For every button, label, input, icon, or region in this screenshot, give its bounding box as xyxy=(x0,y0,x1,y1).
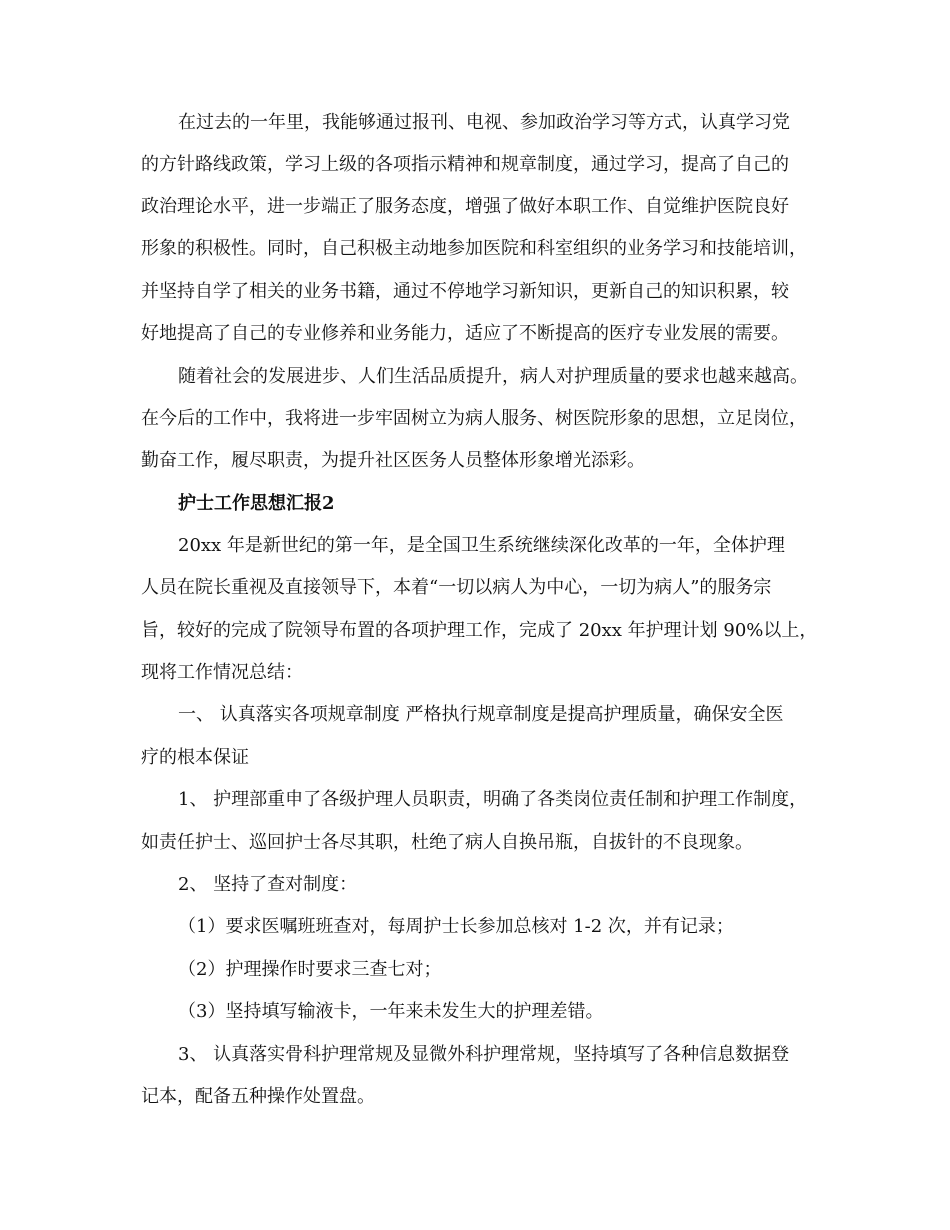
paragraph-2-line-3: 勤奋工作，履尽职责，为提升社区医务人员整体形象增光添彩。 xyxy=(141,450,645,471)
paragraph-1-line-3: 政治理论水平，进一步端正了服务态度，增强了做好本职工作、自觉维护医院良好 xyxy=(141,196,789,217)
item-1-line-1: 1、 护理部重申了各级护理人员职责，明确了各类岗位责任制和护理工作制度， xyxy=(178,789,808,810)
item-3-line-1: 3、 认真落实骨科护理常规及显微外科护理常规，坚持填写了各种信息数据登 xyxy=(178,1044,790,1065)
paragraph-1-line-2: 的方针路线政策，学习上级的各项指示精神和规章制度，通过学习，提高了自己的 xyxy=(141,154,789,175)
paragraph-1-line-4: 形象的积极性。同时，自己积极主动地参加医院和科室组织的业务学习和技能培训， xyxy=(141,238,807,259)
section-1-line-2: 疗的根本保证 xyxy=(141,747,249,768)
paragraph-3-line-1: 20xx 年是新世纪的第一年，是全国卫生系统继续深化改革的一年，全体护理 xyxy=(178,535,785,556)
item-2: 2、 坚持了查对制度： xyxy=(178,874,358,895)
paragraph-2-line-2: 在今后的工作中，我将进一步牢固树立为病人服务、树医院形象的思想，立足岗位， xyxy=(141,408,807,429)
item-3-line-2: 记本，配备五种操作处置盘。 xyxy=(141,1086,375,1107)
sub-item-3: （3）坚持填写输液卡，一年来未发生大的护理差错。 xyxy=(178,1001,604,1022)
section-heading: 护士工作思想汇报2 xyxy=(178,493,335,514)
section-1-line-1: 一、 认真落实各项规章制度 严格执行规章制度是提高护理质量，确保安全医 xyxy=(178,704,784,725)
paragraph-3-line-4: 现将工作情况总结： xyxy=(141,662,303,683)
sub-item-1: （1）要求医嘱班班查对，每周护士长参加总核对 1-2 次，并有记录； xyxy=(178,916,734,937)
paragraph-1-line-1: 在过去的一年里，我能够通过报刊、电视、参加政治学习等方式，认真学习党 xyxy=(178,112,790,133)
paragraph-2-line-1: 随着社会的发展进步、人们生活品质提升，病人对护理质量的要求也越来越高。 xyxy=(178,366,808,387)
paragraph-1-line-5: 并坚持自学了相关的业务书籍，通过不停地学习新知识，更新自己的知识积累，较 xyxy=(141,281,789,302)
paragraph-3-line-3: 旨，较好的完成了院领导布置的各项护理工作，完成了 20xx 年护理计划 90%以上， xyxy=(141,620,818,641)
paragraph-1-line-6: 好地提高了自己的专业修养和业务能力，适应了不断提高的医疗专业发展的需要。 xyxy=(141,323,789,344)
sub-item-2: （2）护理操作时要求三查七对； xyxy=(178,959,442,980)
paragraph-3-line-2: 人员在院长重视及直接领导下，本着“一切以病人为中心，一切为病人”的服务宗 xyxy=(141,577,772,598)
item-1-line-2: 如责任护士、巡回护士各尽其职，杜绝了病人自换吊瓶，自拔针的不良现象。 xyxy=(141,832,753,853)
